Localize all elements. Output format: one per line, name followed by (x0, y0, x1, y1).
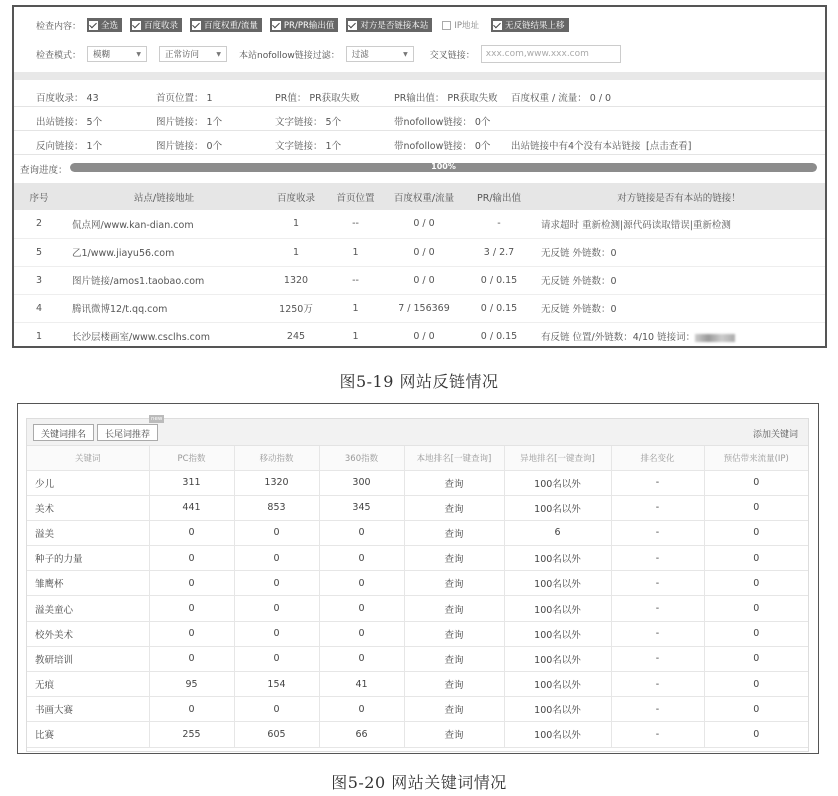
table-cell: 0 (319, 546, 404, 571)
table-cell: 少儿 (27, 470, 149, 495)
query-link[interactable]: 查询 (404, 546, 504, 571)
mode-select[interactable] (87, 46, 147, 62)
table-cell (64, 294, 264, 322)
cell-text: 0 / 0 (413, 330, 435, 342)
table-row (27, 470, 808, 495)
new-badge: new (151, 416, 163, 422)
cell-text: -- (352, 218, 359, 230)
cell-text: 0 / 0.15 (480, 330, 518, 342)
column-header: 移动指数 (234, 446, 319, 470)
table-cell: 0 (149, 546, 234, 571)
column-header: 关键词 (27, 446, 149, 470)
check-content-label: 检查内容： (36, 21, 82, 32)
table-cell (383, 210, 465, 238)
checkbox-label: IP地址 (454, 21, 480, 31)
table-cell: 0 (234, 546, 319, 571)
table-cell (64, 210, 264, 238)
cell-text: 1 (292, 246, 300, 258)
cell-text: - (497, 218, 501, 230)
table-cell (383, 238, 465, 266)
table-cell: 255 (149, 722, 234, 747)
table-header (27, 446, 808, 470)
outbound-note: 出站链接中有4个没有本站链接 (511, 141, 641, 152)
cell-text: 请求超时 重新检测|源代码读取错误|重新检测 (541, 219, 731, 231)
backlink-panel (12, 5, 827, 348)
cell-text: -- (352, 274, 359, 286)
cell-text: 0 / 0 (413, 274, 435, 286)
chevron-down-icon: ▼ (216, 50, 222, 58)
figure-caption: 图5-20 网站关键词情况 (331, 773, 507, 792)
table-cell: 溢美童心 (27, 596, 149, 621)
column-header: 百度收录 (264, 183, 328, 210)
table-cell: 校外美术 (27, 621, 149, 646)
cell-text: 245 (286, 330, 306, 342)
column-header: 百度权重/流量 (383, 183, 465, 210)
nofollow-filter-label: 本站nofollow链接过滤： (239, 50, 340, 61)
progress-label: 查询进度： (20, 165, 68, 176)
table-cell: 100名以外 (504, 546, 611, 571)
table-cell: 0 (149, 571, 234, 596)
table-cell: 1320 (234, 470, 319, 495)
table-row (14, 322, 825, 348)
table-cell: - (611, 596, 704, 621)
keyword-panel-inner (26, 418, 809, 752)
checkbox-checked-icon (132, 21, 141, 30)
cell-text: 1 (292, 218, 300, 230)
table-cell: 0 (319, 646, 404, 671)
checkbox-label: 无反链结果上移 (505, 21, 565, 31)
divider (14, 72, 825, 80)
table-cell: 0 (704, 520, 808, 545)
cell-text: 0 / 0.15 (480, 274, 518, 286)
cell-text: 5 (35, 246, 43, 258)
checkbox-label: 全选 (101, 21, 119, 31)
checkbox[interactable] (440, 18, 483, 32)
info-row (14, 107, 825, 131)
table-cell (533, 322, 825, 348)
checkbox-label: 百度收录 (144, 21, 179, 31)
table-cell (14, 238, 64, 266)
table-cell: 154 (234, 672, 319, 697)
checkbox[interactable] (491, 18, 569, 32)
table-cell: - (611, 546, 704, 571)
text-links-stat: 文字链接： 5个 (275, 117, 342, 128)
nofollow-select[interactable] (346, 46, 414, 62)
table-cell: 0 (234, 697, 319, 722)
cell-text: 图片链接/amos1.taobao.com (72, 276, 205, 287)
tab-keyword-rank[interactable]: 关键词排名 (33, 424, 94, 441)
table-row (27, 722, 808, 747)
table-cell: 0 (149, 646, 234, 671)
checkbox[interactable] (190, 18, 262, 32)
table-cell (383, 266, 465, 294)
outbound-links-stat: 出站链接： 5个 (36, 117, 103, 128)
table-cell: 41 (319, 672, 404, 697)
table-cell: 美术 (27, 495, 149, 520)
query-link[interactable]: 查询 (404, 495, 504, 520)
column-header[interactable]: 异地排名[一键查询] (504, 446, 611, 470)
table-cell: 0 (704, 697, 808, 722)
cell-text: 2 (35, 218, 43, 230)
table-cell: - (611, 672, 704, 697)
table-cell: 100名以外 (504, 672, 611, 697)
table-cell (14, 266, 64, 294)
tab-longtail-keywords[interactable]: 长尾词推荐 (97, 424, 158, 441)
column-header: 排名变化 (611, 446, 704, 470)
table-cell (465, 210, 533, 238)
table-row (27, 697, 808, 722)
table-row (27, 520, 808, 545)
checkbox[interactable] (130, 18, 182, 32)
table-cell: 100名以外 (504, 697, 611, 722)
checkbox-checked-icon (493, 21, 502, 30)
image-links-stat: 图片链接： 0个 (156, 141, 223, 152)
table-cell: 0 (149, 520, 234, 545)
table-cell (264, 210, 328, 238)
cell-text: 1 (352, 302, 359, 314)
table-cell: 0 (704, 621, 808, 646)
cell-text: 乙1/www.jiayu56.com (72, 248, 175, 259)
chevron-down-icon: ▼ (136, 50, 142, 58)
nofollow-select-value: 过滤 (351, 50, 369, 60)
nofollow-links-stat: 带nofollow链接： 0个 (394, 117, 491, 128)
progress-percent: 100% (431, 163, 456, 171)
table-cell: 311 (149, 470, 234, 495)
cell-text: 长沙层楼画室/www.csclhs.com (72, 332, 210, 343)
cell-text: 1320 (283, 274, 309, 286)
table-cell (264, 322, 328, 348)
table-cell: 0 (319, 571, 404, 596)
cell-text: 3 (35, 274, 43, 286)
cell-text: 有反链 位置/外链数：4/10 链接词： (541, 332, 696, 343)
query-link[interactable]: 查询 (404, 596, 504, 621)
table-cell: 0 (704, 596, 808, 621)
table-cell: 6 (504, 520, 611, 545)
table-cell: 66 (319, 722, 404, 747)
table-cell: - (611, 621, 704, 646)
table-cell: 100名以外 (504, 722, 611, 747)
table-cell (465, 238, 533, 266)
table-row (27, 672, 808, 697)
table-cell: 0 (704, 470, 808, 495)
cross-link-label: 交叉链接： (429, 50, 475, 61)
table-cell (264, 238, 328, 266)
column-header: 360指数 (319, 446, 404, 470)
table-cell (14, 322, 64, 348)
table-cell (533, 238, 825, 266)
table-cell: 0 (234, 520, 319, 545)
table-cell (264, 294, 328, 322)
baidu-weight-stat: 百度权重 / 流量： 0 / 0 (511, 93, 612, 104)
checkbox-checked-icon (89, 21, 98, 30)
cell-text: 腾讯微博12/t.qq.com (72, 304, 168, 315)
check-mode-label: 检查模式： (36, 50, 82, 61)
cell-text: 0 / 0.15 (480, 302, 518, 314)
query-link[interactable]: 查询 (404, 520, 504, 545)
checkbox[interactable] (346, 18, 432, 32)
table-cell: 种子的力量 (27, 546, 149, 571)
table-cell: - (611, 470, 704, 495)
table-cell: 0 (149, 621, 234, 646)
table-cell: 0 (234, 571, 319, 596)
table-cell (328, 322, 383, 348)
table-cell: 0 (319, 596, 404, 621)
checkbox-group (87, 18, 577, 32)
table-row (27, 495, 808, 520)
mode-select-value: 模糊 (93, 50, 111, 60)
table-cell: 0 (234, 596, 319, 621)
table-row (14, 210, 825, 238)
table-cell: 0 (319, 621, 404, 646)
query-link[interactable]: 查询 (404, 571, 504, 596)
cell-text: 无反链 外链数：0 (541, 304, 617, 315)
cell-text: 1 (352, 246, 359, 258)
checkbox-label: PR/PR输出值 (283, 21, 335, 31)
cell-text: 1250万 (279, 304, 313, 315)
table-cell: 0 (704, 646, 808, 671)
table-row (27, 546, 808, 571)
query-link[interactable]: 查询 (404, 621, 504, 646)
text-links-stat: 文字链接： 1个 (275, 141, 342, 152)
cell-text: 无反链 外链数：0 (541, 248, 617, 259)
table-cell: 溢美 (27, 520, 149, 545)
table-cell (328, 210, 383, 238)
keyword-toolbar (27, 416, 808, 446)
table-row (14, 238, 825, 266)
checkbox-checked-icon (348, 21, 357, 30)
progress-row (14, 158, 825, 178)
image-links-stat: 图片链接： 1个 (156, 117, 223, 128)
table-cell: 0 (319, 520, 404, 545)
check-mode-row (14, 40, 825, 68)
table-cell: 0 (234, 646, 319, 671)
table-cell (64, 322, 264, 348)
pr-stat: PR值： PR获取失败 (275, 93, 360, 104)
table-cell: 100名以外 (504, 621, 611, 646)
cell-text: 7 / 156369 (398, 302, 450, 314)
table-cell (383, 322, 465, 348)
checkbox-checked-icon (272, 21, 281, 30)
table-cell (465, 322, 533, 348)
table-cell: - (611, 697, 704, 722)
table-cell: - (611, 722, 704, 747)
progress-bar (70, 163, 817, 172)
table-cell: 0 (149, 697, 234, 722)
table-cell (64, 266, 264, 294)
figure-caption: 图5-19 网站反链情况 (339, 372, 499, 391)
table-cell: 100名以外 (504, 495, 611, 520)
table-cell: 0 (234, 621, 319, 646)
checkbox-unchecked-icon (442, 21, 451, 30)
column-header: PR/输出值 (465, 183, 533, 210)
cell-text: 无反链 外链数：0 (541, 276, 617, 287)
info-row (14, 83, 825, 107)
view-link[interactable]: [点击查看] (646, 141, 692, 152)
table-cell (264, 266, 328, 294)
chevron-down-icon: ▼ (403, 50, 408, 58)
keyword-panel (17, 403, 819, 754)
table-cell: 100名以外 (504, 646, 611, 671)
query-link[interactable]: 查询 (404, 722, 504, 747)
table-cell (533, 294, 825, 322)
table-cell: 100名以外 (504, 470, 611, 495)
table-cell (328, 238, 383, 266)
table-cell (328, 266, 383, 294)
table-row (14, 294, 825, 322)
table-cell (14, 294, 64, 322)
table-cell (533, 266, 825, 294)
access-select-value: 正常访问 (165, 50, 200, 60)
table-cell: 441 (149, 495, 234, 520)
table-cell: - (611, 646, 704, 671)
table-cell (328, 294, 383, 322)
table-cell (465, 294, 533, 322)
table-cell: 无痕 (27, 672, 149, 697)
table-row (27, 646, 808, 671)
query-link[interactable]: 查询 (404, 646, 504, 671)
table-header (14, 183, 825, 210)
table-row (14, 266, 825, 294)
table-cell: 比赛 (27, 722, 149, 747)
table-cell: 0 (149, 596, 234, 621)
redacted-anchor-text (695, 334, 735, 342)
table-cell: - (611, 571, 704, 596)
table-cell: 100名以外 (504, 596, 611, 621)
query-link[interactable]: 查询 (404, 697, 504, 722)
table-cell: 0 (704, 722, 808, 747)
checkbox-label: 百度权重/流量 (204, 21, 258, 31)
column-header: 对方链接是否有本站的链接！ (533, 183, 825, 210)
table-cell: 345 (319, 495, 404, 520)
column-header: 序号 (14, 183, 64, 210)
checkbox-label: 对方是否链接本站 (360, 21, 429, 31)
cell-text: 0 / 0 (413, 218, 435, 230)
table-row (27, 596, 808, 621)
baidu-index-stat: 百度收录： 43 (36, 93, 99, 104)
nofollow-links-stat: 带nofollow链接： 0个 (394, 141, 491, 152)
table-row (27, 621, 808, 646)
add-keyword-link[interactable]: 添加关键词 (752, 430, 798, 440)
table-cell: 100名以外 (504, 571, 611, 596)
table-cell: - (611, 520, 704, 545)
cell-text: 侃点网/www.kan-dian.com (72, 219, 194, 231)
cell-text: 4 (35, 302, 43, 314)
query-link[interactable]: 查询 (404, 672, 504, 697)
table-cell: 605 (234, 722, 319, 747)
access-select[interactable] (159, 46, 227, 62)
cell-text: 3 / 2.7 (483, 246, 515, 258)
cell-text: 1 (352, 330, 359, 342)
column-header: 站点/链接地址 (64, 183, 264, 210)
table-cell: 95 (149, 672, 234, 697)
table-cell: 雏鹰杯 (27, 571, 149, 596)
query-link[interactable]: 查询 (404, 470, 504, 495)
column-header: PC指数 (149, 446, 234, 470)
table-cell: 0 (704, 672, 808, 697)
table-cell (533, 210, 825, 238)
check-options-row (14, 11, 825, 39)
table-cell (64, 238, 264, 266)
table-cell: - (611, 495, 704, 520)
table-cell: 书画大赛 (27, 697, 149, 722)
table-cell: 0 (704, 495, 808, 520)
table-cell (465, 266, 533, 294)
table-cell: 0 (704, 546, 808, 571)
checkbox[interactable] (270, 18, 338, 32)
table-cell (383, 294, 465, 322)
home-position-stat: 首页位置： 1 (156, 93, 213, 104)
table-cell: 300 (319, 470, 404, 495)
cell-text: 0 / 0 (413, 246, 435, 258)
cell-text: 1 (35, 330, 43, 342)
table-row (27, 571, 808, 596)
pr-output-stat: PR输出值： PR获取失败 (394, 93, 498, 104)
table-cell: 853 (234, 495, 319, 520)
cross-link-input[interactable]: xxx.com,www.xxx.com (481, 45, 621, 63)
column-header: 预估带来流量(IP) (704, 446, 808, 470)
table-cell: 0 (704, 571, 808, 596)
keyword-table (27, 446, 808, 748)
table-cell: 教研培训 (27, 646, 149, 671)
checkbox[interactable] (87, 18, 122, 32)
checkbox-checked-icon (192, 21, 201, 30)
info-row (14, 131, 825, 155)
column-header: 首页位置 (328, 183, 383, 210)
table-cell (14, 210, 64, 238)
backlink-table (14, 183, 825, 348)
backlinks-stat: 反向链接： 1个 (36, 141, 103, 152)
column-header[interactable]: 本地排名[一键查询] (404, 446, 504, 470)
table-cell: 0 (319, 697, 404, 722)
